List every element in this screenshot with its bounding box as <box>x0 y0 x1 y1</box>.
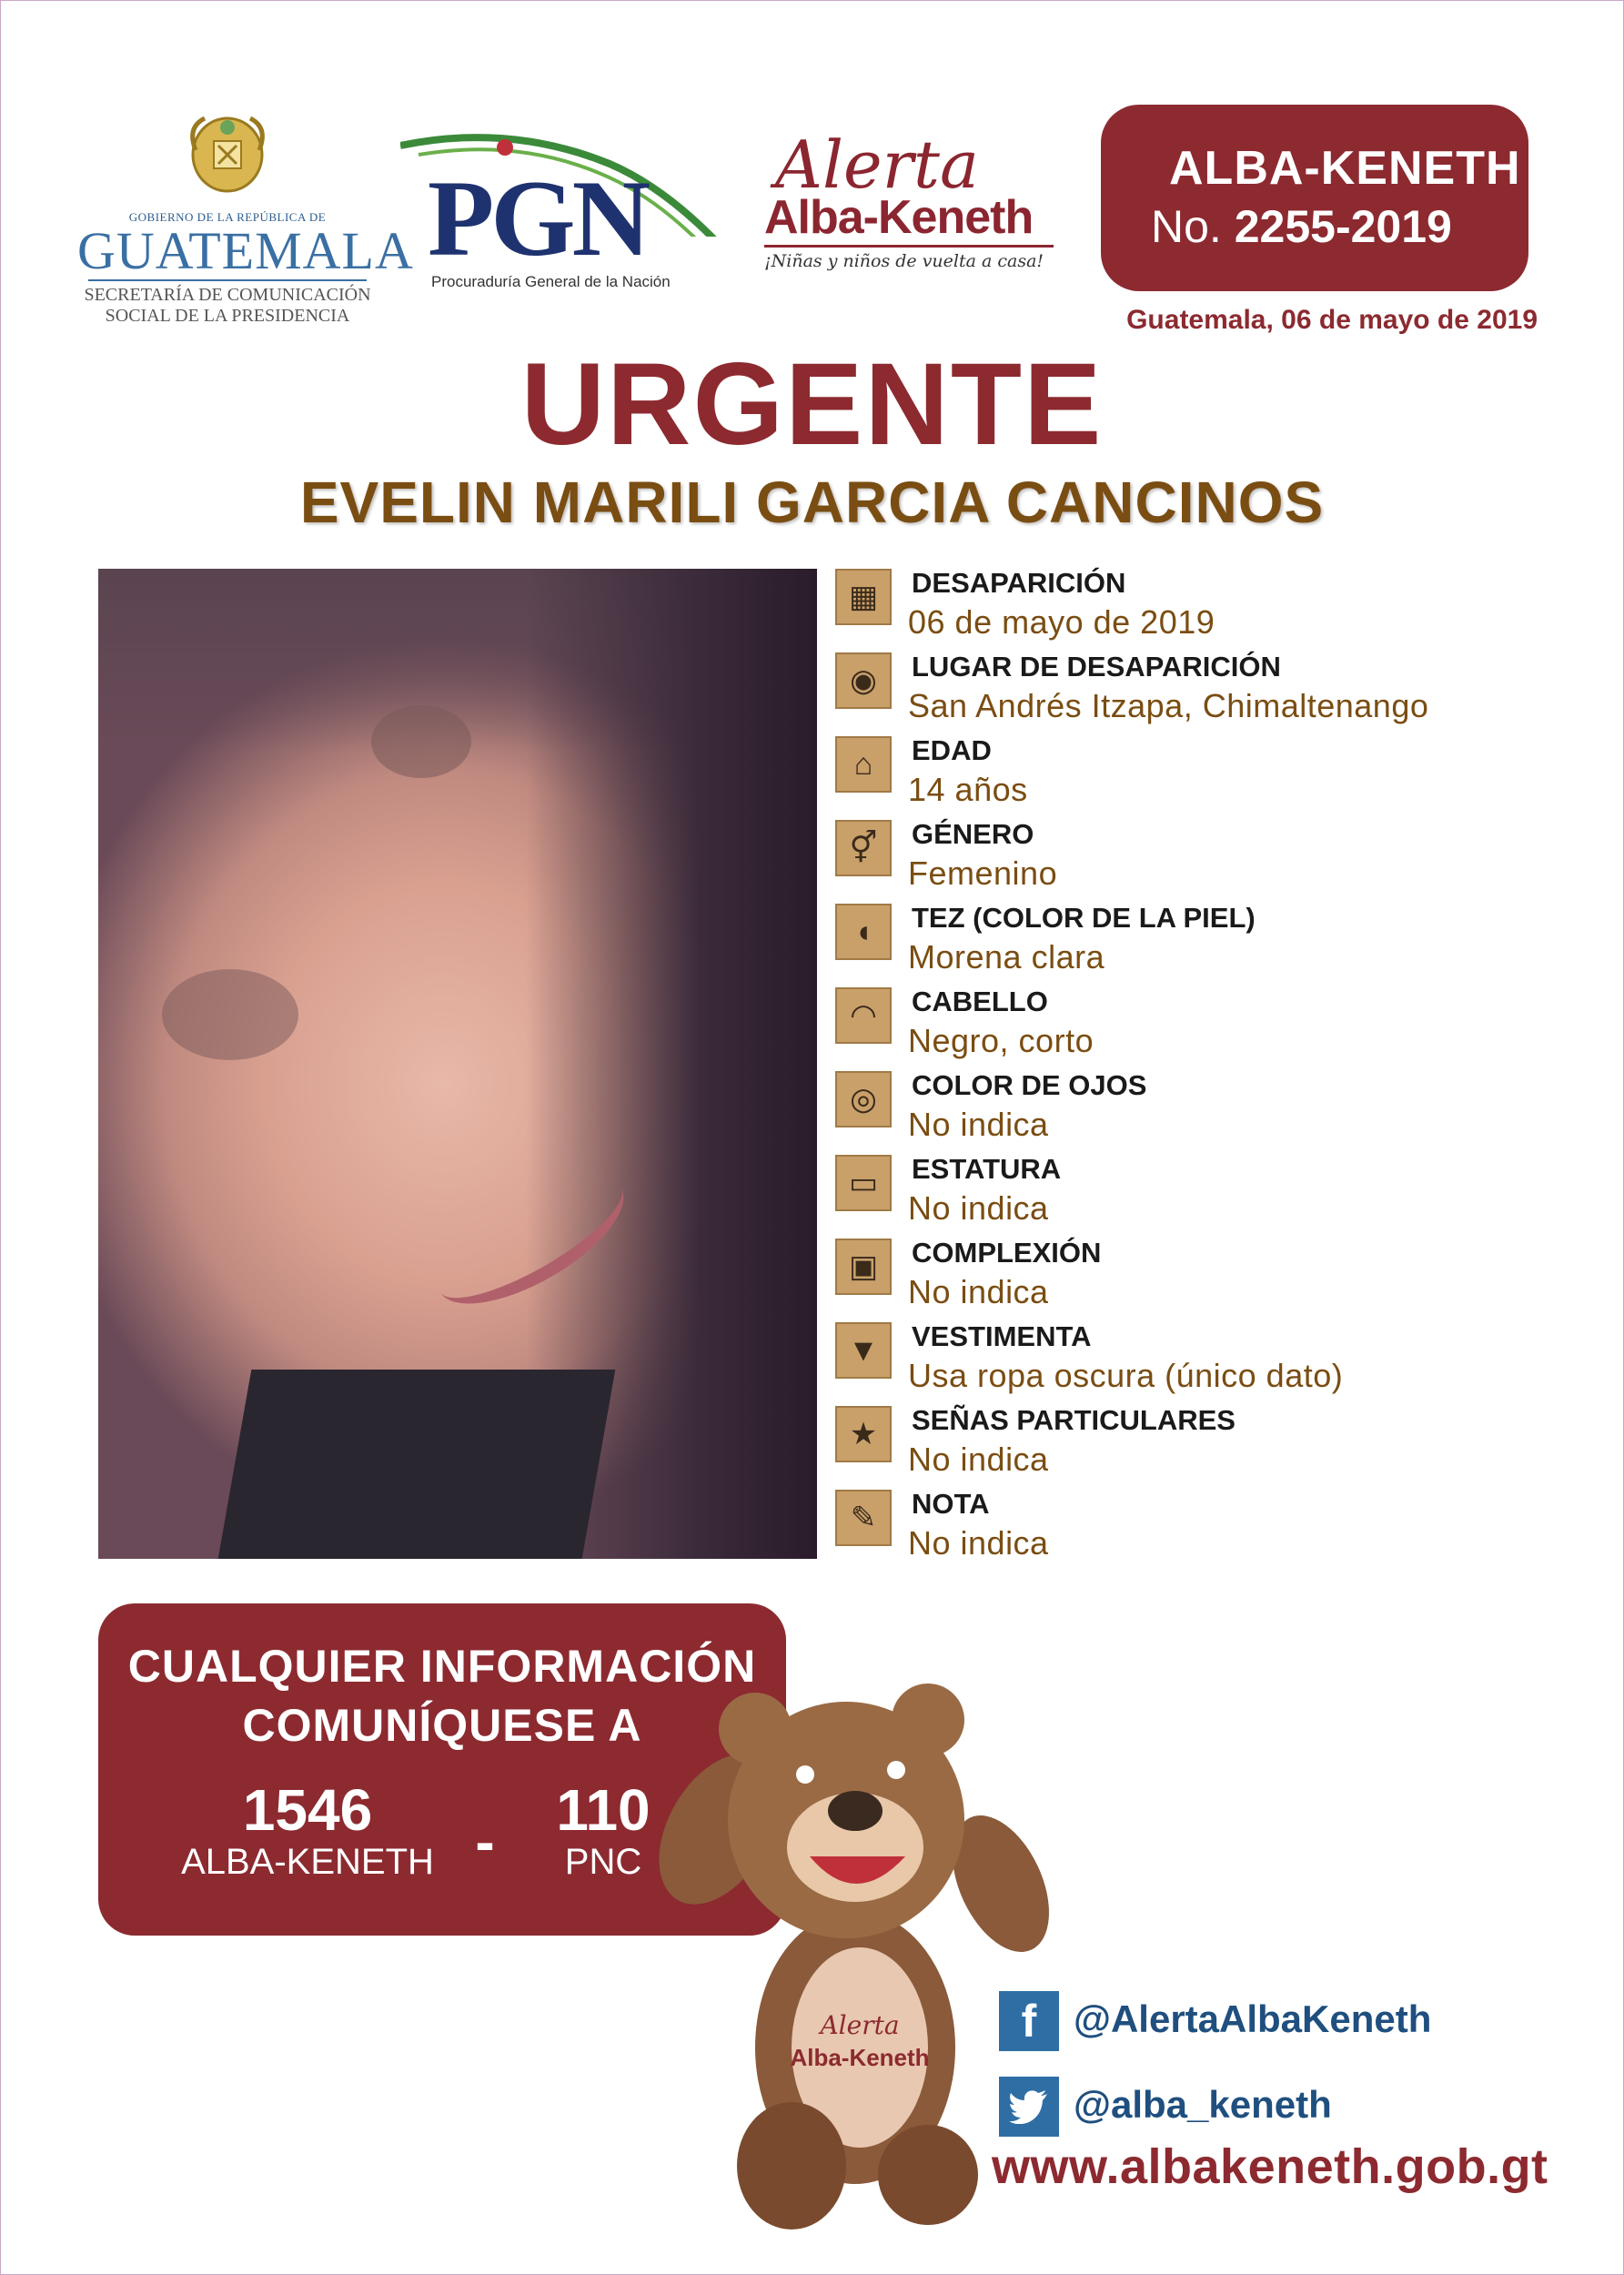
logo-alba-keneth-text: Alba-Keneth <box>764 191 1034 244</box>
detail-label: EDAD <box>912 734 992 766</box>
case-number: 2255-2019 <box>1234 201 1452 252</box>
phone-pnc: 110 <box>556 1777 651 1843</box>
pgn-logo <box>400 127 746 309</box>
detail-value: San Andrés Itzapa, Chimaltenango <box>908 687 1429 724</box>
ruler-icon: ▭ <box>835 1155 892 1211</box>
government-name: GUATEMALA <box>77 221 414 280</box>
note-edit-icon: ✎ <box>835 1490 892 1546</box>
detail-label: CABELLO <box>912 986 1048 1017</box>
detail-value: Morena clara <box>908 938 1105 976</box>
pgn-letters: PGN <box>428 157 648 278</box>
urgent-title: URGENTE <box>520 339 1104 470</box>
facebook-icon[interactable]: f <box>999 1991 1059 2051</box>
detail-value: 06 de mayo de 2019 <box>908 603 1215 641</box>
gender-icon: ⚥ <box>835 820 892 876</box>
detail-value: Usa ropa oscura (único dato) <box>908 1357 1344 1394</box>
case-title: ALBA-KENETH <box>1169 142 1521 195</box>
detail-label: NOTA <box>912 1488 990 1520</box>
missing-person-name: EVELIN MARILI GARCIA CANCINOS <box>299 470 1325 535</box>
case-prefix: No. <box>1151 201 1222 252</box>
guatemala-government-logo <box>77 100 414 337</box>
secretariat-line-1: SECRETARÍA DE COMUNICACIÓN <box>84 285 371 305</box>
pgn-subtitle: Procuraduría General de la Nación <box>431 273 671 290</box>
mascot-belly-name: Alba-Keneth <box>790 2044 930 2071</box>
detail-value: No indica <box>908 1441 1049 1478</box>
missing-person-photo <box>98 569 817 1559</box>
government-small-title: GOBIERNO DE LA REPÚBLICA DE <box>128 210 327 224</box>
detail-value: Femenino <box>908 854 1058 892</box>
detail-label: COMPLEXIÓN <box>912 1237 1102 1269</box>
detail-label: GÉNERO <box>912 818 1034 850</box>
logo-divider <box>764 245 1054 248</box>
logo-alerta-text: Alerta <box>775 126 979 203</box>
photo-eye-right <box>371 705 471 778</box>
coat-of-arms-icon <box>177 100 277 200</box>
website-link[interactable]: www.albakeneth.gob.gt <box>992 2139 1548 2194</box>
phone-alba-keneth-label: ALBA-KENETH <box>181 1842 434 1882</box>
contact-line-2: COMUNÍQUESE A <box>242 1700 642 1751</box>
detail-label: TEZ (COLOR DE LA PIEL) <box>912 902 1256 934</box>
detail-value: No indica <box>908 1106 1049 1143</box>
photo-eye-left <box>162 969 298 1060</box>
mascot-belly-alerta: Alerta <box>820 2010 900 2040</box>
detail-label: LUGAR DE DESAPARICIÓN <box>912 651 1281 682</box>
case-number-box <box>1101 105 1528 291</box>
detail-label: DESAPARICIÓN <box>912 567 1126 599</box>
detail-label: COLOR DE OJOS <box>912 1069 1147 1101</box>
detail-value: No indica <box>908 1273 1049 1310</box>
contact-line-1: CUALQUIER INFORMACIÓN <box>127 1641 757 1692</box>
detail-label: VESTIMENTA <box>912 1320 1092 1352</box>
detail-value: No indica <box>908 1189 1049 1227</box>
detail-label: SEÑAS PARTICULARES <box>912 1404 1236 1436</box>
phone-separator: - <box>475 1809 495 1875</box>
facebook-handle[interactable]: @AlertaAlbaKeneth <box>1074 1997 1432 2040</box>
secretariat-line-2: SOCIAL DE LA PRESIDENCIA <box>105 306 350 326</box>
shirt-icon: ▼ <box>835 1322 892 1379</box>
case-number-line <box>1151 200 1452 253</box>
scale-icon: ▣ <box>835 1239 892 1295</box>
detail-value: Negro, corto <box>908 1022 1094 1059</box>
hair-icon: ◠ <box>835 987 892 1044</box>
alerta-alba-keneth-logo <box>764 126 1064 291</box>
twitter-handle[interactable]: @alba_keneth <box>1074 2083 1332 2126</box>
eye-icon: ◎ <box>835 1071 892 1127</box>
star-icon: ★ <box>835 1406 892 1462</box>
photo-collar <box>218 1370 616 1559</box>
phone-alba-keneth: 1546 <box>242 1777 373 1843</box>
location-pin-icon: ◉ <box>835 652 892 709</box>
phone-pnc-label: PNC <box>564 1842 642 1882</box>
calendar-icon: ▦ <box>835 569 892 625</box>
logo-tagline: ¡Niñas y niños de vuelta a casa! <box>764 251 1044 271</box>
twitter-icon[interactable] <box>999 2077 1059 2137</box>
publication-date: Guatemala, 06 de mayo de 2019 <box>1126 305 1538 335</box>
head-profile-icon: ◖ <box>835 904 892 960</box>
detail-value: 14 años <box>908 771 1028 808</box>
birthday-cake-icon: ⌂ <box>835 736 892 793</box>
detail-label: ESTATURA <box>912 1153 1062 1185</box>
detail-value: No indica <box>908 1524 1049 1562</box>
